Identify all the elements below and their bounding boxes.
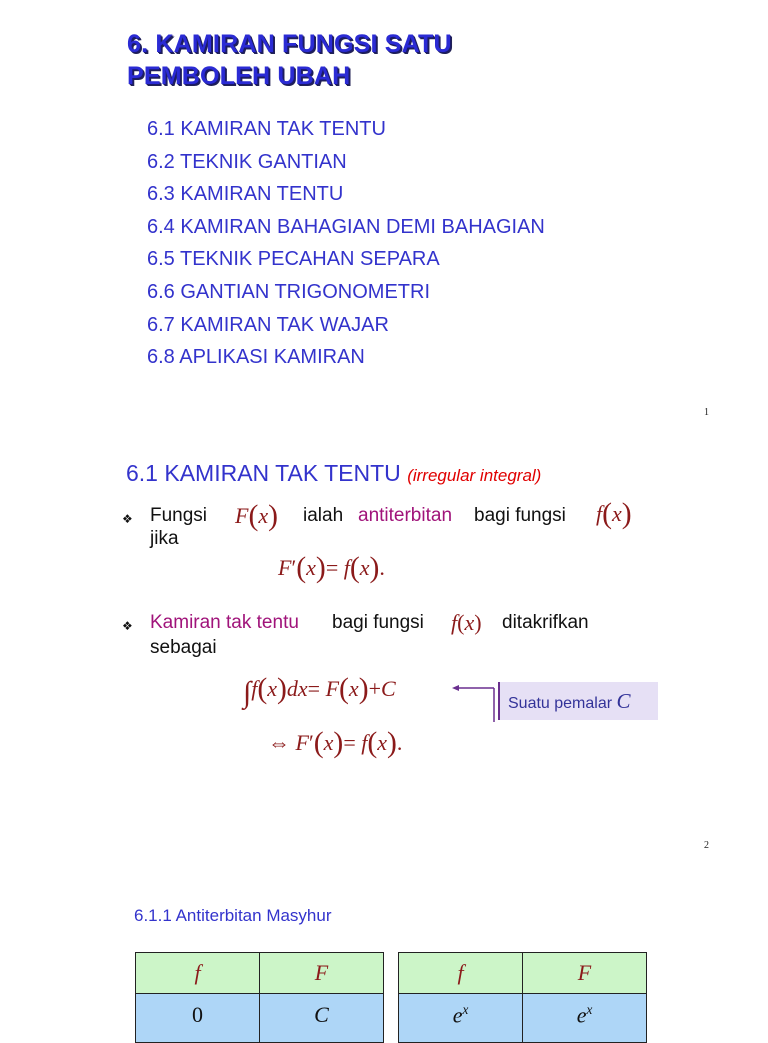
exp-base: e (576, 1002, 587, 1028)
antiderivative-table-right (398, 952, 647, 1043)
toc-item: 6.2 TEKNIK GANTIAN (147, 150, 347, 173)
toc-item: 6.1 KAMIRAN TAK TENTU (147, 118, 386, 140)
toc-item: 6.8 APLIKASI KAMIRAN (147, 346, 365, 369)
exp-base: e (452, 1002, 463, 1028)
antiderivative-table-left (135, 952, 384, 1043)
table-header: F (523, 953, 647, 994)
exp-power: x (586, 1002, 593, 1017)
section-heading-text: 6.1 KAMIRAN TAK TENTU (126, 460, 401, 486)
section-heading-subtitle: (irregular integral) (407, 466, 542, 485)
exp-power: x (462, 1002, 469, 1017)
bullet1-word-jika: jika (150, 528, 179, 549)
page-number: 2 (704, 840, 709, 851)
bullet1-antiterbitan: antiterbitan (358, 505, 453, 526)
bullet2-ditakrifkan: ditakrifkan (502, 612, 589, 633)
toc-item: 6.6 GANTIAN TRIGONOMETRI (147, 280, 430, 303)
math-derivative-equation: F′(x)= f(x). (278, 552, 385, 584)
toc-item: 6.5 TEKNIK PECAHAN SEPARA (147, 248, 440, 271)
bullet-icon: ❖ (122, 619, 133, 633)
section-heading (126, 460, 541, 487)
table-of-contents (147, 115, 545, 376)
table-cell (523, 994, 647, 1043)
bullet2-kamiran-tak-tentu: Kamiran tak tentu (150, 612, 299, 633)
math-f-of-x-2: f(x) (451, 610, 482, 635)
toc-item: 6.4 KAMIRAN BAHAGIAN DEMI BAHAGIAN (147, 215, 545, 238)
callout-text: Suatu pemalar (508, 695, 613, 712)
table-header: f (399, 953, 523, 994)
toc-item: 6.3 KAMIRAN TENTU (147, 183, 344, 206)
table-cell (399, 994, 523, 1043)
slide-title-line2: PEMBOLEH UBAH (127, 62, 351, 90)
math-f-of-x: f(x) (596, 498, 632, 530)
toc-item: 6.7 KAMIRAN TAK WAJAR (147, 313, 389, 336)
slide-title (127, 28, 687, 92)
bullet2-sebagai: sebagai (150, 637, 217, 658)
subsection-title: 6.1.1 Antiterbitan Masyhur (134, 906, 332, 925)
slide-title-line1: 6. KAMIRAN FUNGSI SATU (127, 30, 452, 58)
page-number: 1 (704, 407, 709, 418)
math-integral-definition: ∫f(x)dx= F(x)+C (243, 673, 396, 709)
bullet1-word-fungsi: Fungsi (150, 505, 208, 526)
constant-callout (498, 682, 658, 720)
table-header: f (136, 953, 260, 994)
bullet2-bagi-fungsi: bagi fungsi (332, 612, 424, 633)
bullet1-word-ialah: ialah (303, 505, 344, 526)
table-cell: C (260, 994, 384, 1043)
table-header: F (260, 953, 384, 994)
math-F-of-x: F(x) (235, 500, 278, 532)
bullet1-bagi-fungsi: bagi fungsi (474, 505, 566, 526)
math-equivalence: ⇔ F′(x)= f(x). (268, 727, 403, 759)
bullet-icon: ❖ (122, 512, 133, 526)
callout-arrow-icon (452, 680, 500, 724)
table-cell: 0 (136, 994, 260, 1043)
callout-variable: C (616, 689, 631, 713)
